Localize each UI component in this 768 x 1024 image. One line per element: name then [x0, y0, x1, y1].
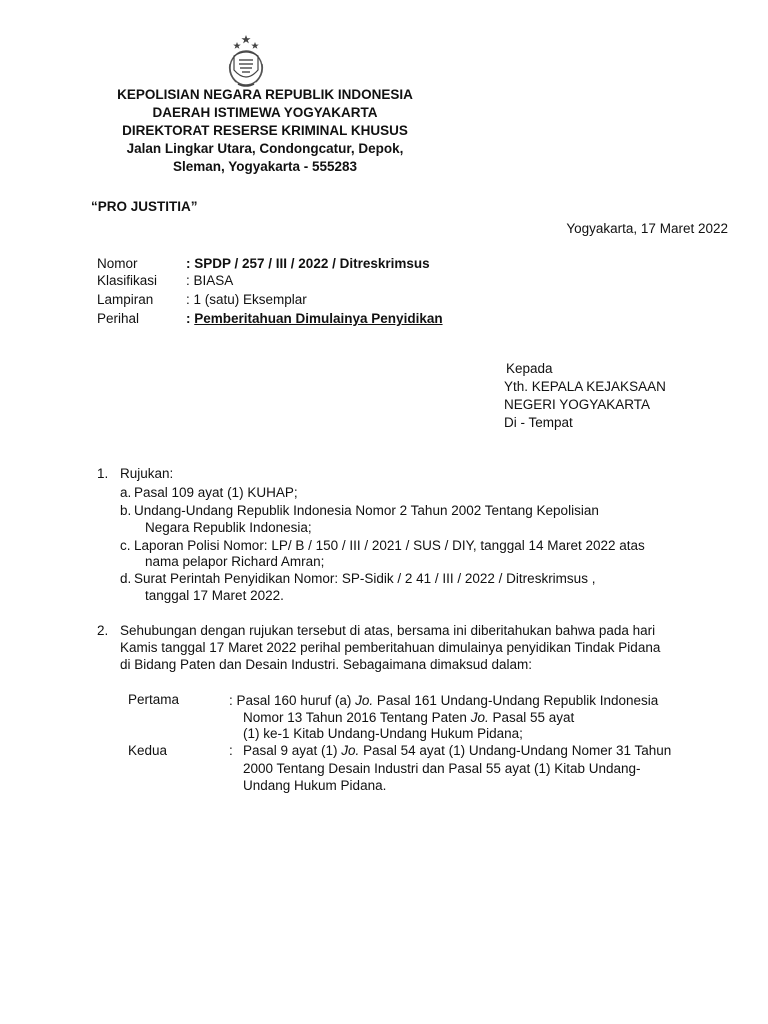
section-1-title: Rujukan: — [120, 466, 174, 481]
pertama-label: Pertama — [128, 692, 180, 707]
pro-justitia-heading: “PRO JUSTITIA” — [91, 199, 198, 214]
recipient-addressee: Yth. KEPALA KEJAKSAAN — [504, 379, 666, 394]
pertama-line3: (1) ke-1 Kitab Undang-Undang Hukum Pidana; — [243, 726, 523, 741]
pertama-l2a: Nomor 13 Tahun 2016 Tentang Paten — [243, 710, 471, 725]
section-2-number: 2. — [97, 623, 109, 638]
pertama-l1a: Pasal 160 huruf (a) — [236, 693, 356, 708]
rujukan-b-letter: b. — [120, 503, 132, 518]
header-institution: KEPOLISIAN NEGARA REPUBLIK INDONESIA — [117, 87, 413, 102]
perihal-colon: : — [186, 311, 195, 326]
lampiran-label: Lampiran — [97, 292, 154, 307]
section-2-line1: Sehubungan dengan rujukan tersebut di atas, bersama ini diberitahukan bahwa pada hari — [120, 623, 656, 638]
perihal-subject: Pemberitahuan Dimulainya Penyidikan — [194, 311, 443, 326]
kedua-line2: 2000 Tentang Desain Industri dan Pasal 55 ayat (1) Kitab Undang- — [243, 761, 641, 776]
letterhead — [60, 86, 470, 176]
police-emblem-logo — [222, 34, 270, 88]
rujukan-d-text-line2: tanggal 17 Maret 2022. — [145, 588, 284, 603]
recipient-kepada: Kepada — [506, 361, 553, 376]
nomor-value: : SPDP / 257 / III / 2022 / Ditreskrimsus — [186, 256, 430, 271]
kedua-l1a: Pasal 9 ayat (1) — [243, 743, 342, 758]
pertama-colon: : — [229, 693, 237, 708]
place-date: Yogyakarta, 17 Maret 2022 — [566, 221, 728, 236]
rujukan-d-text-line1: Surat Perintah Penyidikan Nomor: SP-Sidik / 2 41 / III / 2022 / Ditreskrimsus , — [134, 571, 596, 586]
perihal-label: Perihal — [97, 311, 140, 326]
kedua-line3: Undang Hukum Pidana. — [243, 778, 387, 793]
lampiran-value: : 1 (satu) Eksemplar — [186, 292, 307, 307]
pertama-l1c: Pasal 161 Undang-Undang Republik Indonesia — [373, 693, 659, 708]
klasifikasi-value: : BIASA — [186, 273, 234, 288]
kedua-label: Kedua — [128, 743, 168, 758]
pertama-jo-2: Jo. — [470, 710, 489, 725]
header-address-line1: Jalan Lingkar Utara, Condongcatur, Depok, — [126, 141, 404, 156]
klasifikasi-label: Klasifikasi — [97, 273, 158, 288]
section-2-line3: di Bidang Paten dan Desain Industri. Sebagaimana dimaksud dalam: — [120, 657, 533, 672]
rujukan-d-letter: d. — [120, 571, 132, 586]
kedua-colon: : — [229, 743, 233, 758]
pertama-jo-1: Jo. — [355, 693, 374, 708]
kedua-l1c: Pasal 54 ayat (1) Undang-Undang Nomer 31 Tahun — [359, 743, 672, 758]
rujukan-a-text: Pasal 109 ayat (1) KUHAP; — [134, 485, 298, 500]
section-2-line2: Kamis tanggal 17 Maret 2022 perihal pemberitahuan dimulainya penyidikan Tindak Pidana — [120, 640, 661, 655]
header-address-line2: Sleman, Yogyakarta - 555283 — [172, 159, 358, 174]
recipient-institution: NEGERI YOGYAKARTA — [504, 397, 651, 412]
nomor-label: Nomor — [97, 256, 138, 271]
perihal-value — [186, 310, 443, 328]
rujukan-a-letter: a. — [120, 485, 132, 500]
rujukan-b-text-line1: Undang-Undang Republik Indonesia Nomor 2 Tahun 2002 Tentang Kepolisian — [134, 503, 599, 518]
recipient-block — [504, 360, 666, 432]
section-1-number: 1. — [97, 466, 109, 481]
rujukan-c-letter: c. — [120, 538, 131, 553]
rujukan-b-text-line2: Negara Republik Indonesia; — [145, 520, 312, 535]
header-region: DAERAH ISTIMEWA YOGYAKARTA — [152, 105, 378, 120]
recipient-location: Di - Tempat — [504, 415, 573, 430]
rujukan-c-text-line2: nama pelapor Richard Amran; — [145, 554, 325, 569]
rujukan-c-text-line1: Laporan Polisi Nomor: LP/ B / 150 / III / 2021 / SUS / DIY, tanggal 14 Maret 2022 atas — [134, 538, 645, 553]
pertama-l2c: Pasal 55 ayat — [488, 710, 575, 725]
pertama-line1 — [229, 692, 658, 710]
kedua-jo: Jo. — [341, 743, 360, 758]
kedua-line1 — [243, 742, 671, 760]
header-directorate: DIREKTORAT RESERSE KRIMINAL KHUSUS — [122, 123, 408, 138]
